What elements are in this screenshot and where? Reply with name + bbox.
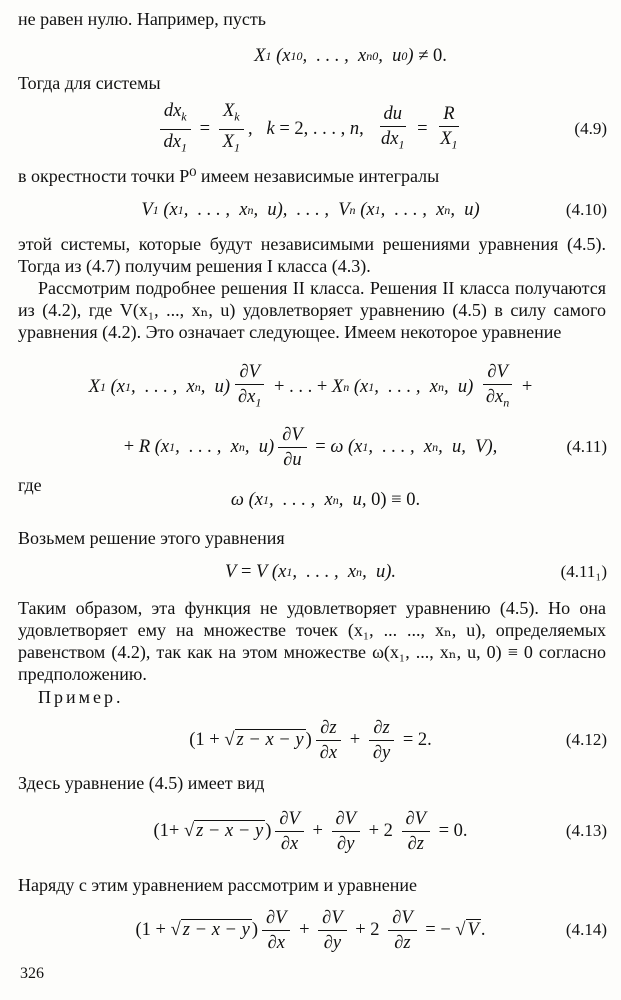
paragraph: где (18, 475, 42, 495)
equation-nonzero: X 1 (x 1 0 , . . . , x n 0 , u 0 ) ≠ 0. (254, 45, 447, 66)
paragraph: этой системы, которые будут независимыми решениями уравнения (4.5). Тогда из (4.7) получим решения I класса (4.3). (18, 234, 606, 276)
paragraph: Возьмем решение этого уравнения (18, 528, 285, 548)
paragraph: Наряду с этим уравнением рассмотрим и уравнение (18, 875, 418, 895)
equation-4-10: V 1 (x 1 , . . . , x n , u), . . . , V n (x 1 , . . . , x n , u) (4.10) (141, 199, 607, 220)
equation-4-11-line2: + R (x 1 , . . . , x n , u) $\frac{\partial V}{\partial u}$ = ω (x 1 , . . . , x n , u, V), (4.11) (123, 424, 607, 470)
equation-4-11-1: V = V (x 1 , . . . , x n , u). (4.11₁) (225, 561, 607, 582)
paragraph: Тогда для системы (18, 73, 161, 93)
equation-number: (4.11₁) (560, 562, 607, 581)
paragraph: Таким образом, эта функция не удовлетворяет уравнению (4.5). Но она удовлетворяет ему на множестве точек (x₁, ... ..., xₙ, u), определяемых равенством (4.2), так как на этом множестве ω(x₁, ..., xₙ, u, 0) ≡ 0 согласно предположению. (18, 598, 606, 684)
equation-4-11-line1: X 1 (x 1 , . . . , x n , u) $\frac{\partial V}{\partial x_1}$ + . . . + X n (x 1 , . . . , x n , u) $\frac{\partial V}{\partial x_n}$ + (88, 361, 533, 410)
paragraph: в окрестности точки P⁰ имеем независимые интегралы (18, 166, 440, 186)
paragraph-example: Пример. (38, 687, 124, 707)
paragraph: не равен нулю. Например, пусть (18, 9, 266, 29)
equation-number: (4.12) (565, 730, 607, 749)
paragraph: Рассмотрим подробнее решения II класса. Решения II класса получаются из (4.2), где V(x₁, ..., xₙ, u) удовлетворяет уравнению (4.5) в силу самого уравнения (4.2). Это означает следующее. Имеем некоторое уравнение (18, 278, 606, 342)
equation-omega-zero: ω (x 1 , . . . , x n , u, 0) ≡ 0. (230, 489, 421, 510)
equation-number: (4.13) (565, 821, 607, 840)
equation-number: (4.14) (565, 920, 607, 939)
equation-number: (4.10) (565, 200, 607, 219)
equation-4-13: (1+ √ z − x − y ) $\frac{\partial V}{\partial x}$ + $\frac{\partial V}{\partial y}$ + 2 $\frac{\partial V}{\partial z}$ = 0. (4.13) (153, 808, 607, 854)
equation-4-14: (1 + √ z − x − y ) $\frac{\partial V}{\partial x}$ + $\frac{\partial V}{\partial y}$ + 2 $\frac{\partial V}{\partial z}$ = − √ V . (4.14) (135, 907, 607, 953)
page-number: 326 (20, 965, 44, 982)
equation-number: (4.9) (574, 119, 607, 138)
equation-4-9: $\frac{dx_k}{dx_1}$ = $\frac{X_k}{X_1}$ , k = 2, . . . , n , $\frac{du}{dx_1}$ = $\frac{R}{X_1}$ (4.9) (0, 104, 621, 154)
paragraph: Здесь уравнение (4.5) имеет вид (18, 773, 265, 793)
equation-4-12: (1 + √ z − x − y ) $\frac{\partial z}{\partial x}$ + $\frac{\partial z}{\partial y}$ = 2. (4.12) (189, 717, 607, 763)
equation-number: (4.11) (566, 437, 607, 456)
